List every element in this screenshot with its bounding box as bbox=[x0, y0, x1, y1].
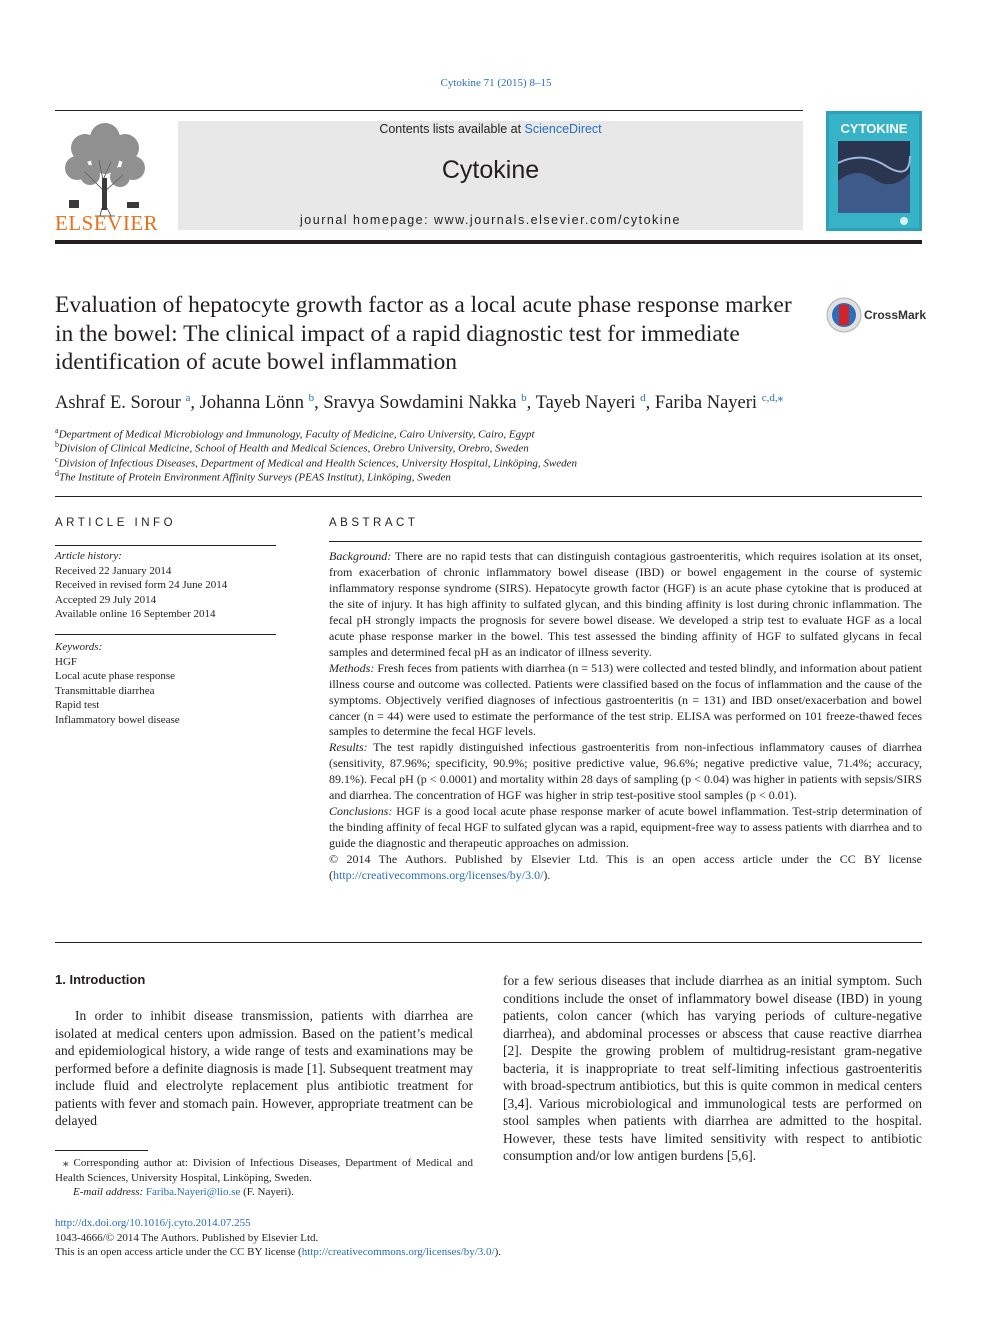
abstract-conclusions: Conclusions: HGF is a good local acute phase response marker of acute bowel inflammation. Test-strip determination of the binding affinity of fecal HGF to sulfated glycan was a rapid, equipment-free way to assess patients with diarrhea and to guide the diagnostic and therapeutic approaches on admission. bbox=[329, 804, 923, 851]
cover-title: CYTOKINE bbox=[840, 121, 908, 136]
contents-line: Contents lists available at ScienceDirect bbox=[379, 122, 602, 136]
footer-license-link[interactable]: http://creativecommons.org/licenses/by/3.0/ bbox=[301, 1246, 495, 1258]
abstract-end-rule bbox=[55, 942, 922, 943]
intro-right-column bbox=[503, 972, 922, 1165]
abstract-background: Background: There are no rapid tests that can distinguish contagious gastroenteritis, which requires isolation at its onset, from exacerbation of chronic inflammatory bowel disease (IBD) or bowel engagement in the course of systemic inflammatory response syndrome (SIRS). Hepatocyte growth factor (HGF) is an acute phase cytokine that is produced at the site of injury. It has high affinity to sulfated glycan, and this binding affinity is lost during chronic inflammation. The fecal pH strongly impacts the prognosis for severe bowel disease. We developed a strip test to evaluate HGF as a local acute phase response marker in the bowel. This test assessed the binding affinity of HGF to sulfated glycans in fecal samples and determined fecal pH as an indicator of illness severity. bbox=[329, 549, 922, 659]
affiliation: $^c$Division of Infectious Diseases, Department of Medical and Health Sciences, University Hospital, Linköping, Sweden bbox=[55, 455, 578, 470]
page-footer: http://dx.doi.org/10.1016/j.cyto.2014.07.255 1043-4666/© 2014 The Authors. Published by Elsevier Ltd. This is an open access article under the CC BY license (http://creativecommons.org/licenses/by/3.0/). bbox=[55, 1216, 922, 1260]
journal-homepage[interactable]: journal homepage: www.journals.elsevier.com/cytokine bbox=[300, 213, 681, 227]
intro-paragraph: In order to inhibit disease transmission, patients with diarrhea are isolated at medical centers upon admission. Based on the patient’s medical and epidemiological history, a wide range of tests and examinations may be performed before a definite diagnosis is made [1]. Subsequent treatment may include fluid and electrolyte replacement plus antibiotic treatment for patients with fever and stomach pain. However, appropriate treatment can be delayed bbox=[55, 1008, 473, 1128]
keyword: Transmittable diarrhea bbox=[55, 684, 155, 697]
history-item: Accepted 29 July 2014 bbox=[55, 593, 157, 606]
article-info-heading: ARTICLE INFO bbox=[55, 517, 177, 529]
author-list: Ashraf E. Sorour $^a$, Johanna Lönn $^b$, Sravya Sowdamini Nakka $^b$, Tayeb Nayeri $^d$, Fariba Nayeri $^{c,d,⁎}$ bbox=[55, 392, 784, 414]
affiliation: $^a$Department of Medical Microbiology and Immunology, Faculty of Medicine, Cairo University, Cairo, Egypt bbox=[55, 426, 535, 441]
journal-citation[interactable]: Cytokine 71 (2015) 8–15 bbox=[440, 77, 552, 89]
history-item: Received 22 January 2014 bbox=[55, 564, 172, 577]
abstract-results: Results: The test rapidly distinguished infectious gastroenteritis from non-infectious inflammatory causes of diarrhea (sensitivity, 87.96%; specificity, 90.9%; positive predictive value, 96.6%; negative predictive value, 71.4%; accuracy, 89.1%). Fecal pH (p < 0.0001) and mortality within 28 days of sampling (p < 0.04) was higher in patients with sepsis/SIRS and diarrhea. The concentration of HGF was higher in strip test-positive stool samples (p < 0.01). bbox=[329, 740, 922, 803]
keywords-heading: Keywords: bbox=[55, 641, 103, 653]
intro-left-column bbox=[55, 1007, 473, 1130]
elsevier-wordmark[interactable]: ELSEVIER bbox=[55, 211, 159, 235]
corresponding-footnote: ⁎ Corresponding author at: Division of Infectious Diseases, Department of Medical and Health Sciences, University Hospital, Linköping, Sweden. E-mail address: Fariba.Nayeri@lio.se (F. Nayeri). bbox=[55, 1157, 473, 1198]
intro-paragraph: for a few serious diseases that include diarrhea as an initial symptom. Such conditions include the onset of inflammatory bowel disease (IBD) in young patients, colon cancer (which has varying periods of culture-negative diarrhea), and abdominal processes or abscess that cause reactive diarrhea [2]. Despite the growing problem of multidrug-resistant gram-negative bacteria, it is inappropriate to treat self-limiting infectious gastroenteritis with broad-spectrum antibiotics, but this is quite common in medical centers [3,4]. Various microbiological and immunological tests are performed on stool samples when patients with diarrhea are admitted to the hospital. However, these tests have limited sensitivity with respect to antibiotic consumption and/or low antigen burdens [5,6]. bbox=[503, 973, 922, 1163]
author[interactable]: Fariba Nayeri $^{c,d,⁎}$ bbox=[654, 392, 784, 414]
abstract-rule bbox=[329, 541, 922, 542]
email-link[interactable]: Fariba.Nayeri@lio.se bbox=[145, 1186, 241, 1198]
license-link[interactable]: http://creativecommons.org/licenses/by/3.0/ bbox=[333, 868, 544, 883]
section-rule bbox=[55, 496, 922, 497]
journal-cover-image[interactable] bbox=[826, 111, 922, 231]
author[interactable]: Ashraf E. Sorour $^a$ bbox=[55, 392, 191, 414]
header-thick-rule bbox=[55, 240, 922, 244]
history-item: Received in revised form 24 June 2014 bbox=[55, 579, 228, 591]
author[interactable]: Sravya Sowdamini Nakka $^b$ bbox=[323, 392, 527, 414]
abstract-body bbox=[329, 549, 922, 884]
crossmark-label: CrossMark bbox=[864, 308, 927, 322]
keyword: HGF bbox=[55, 655, 78, 668]
keywords bbox=[55, 640, 276, 727]
abstract-copyright: © 2014 The Authors. Published by Elsevier Ltd. This is an open access article under the CC BY license (http://creativecommons.org/licenses/by/3.0/). bbox=[329, 852, 922, 883]
keyword: Inflammatory bowel disease bbox=[55, 713, 180, 726]
sciencedirect-link[interactable]: ScienceDirect bbox=[524, 122, 602, 136]
abstract-methods: Methods: Fresh feces from patients with diarrhea (n = 513) were collected and tested blindly, and information about patient illness course and outcome was collected. Patients were classified based on the focus of inflammation and the cause of the symptoms. Objectively verified diagnoses of infectious gastroenteritis (n = 131) and IBD onset/exacerbation and bowel cancer (n = 44) were used to estimate the performance of the test strip. ELISA was performed on 101 freeze-thawed feces samples to determine the fecal HGF levels. bbox=[329, 660, 922, 739]
crossmark-badge[interactable] bbox=[826, 297, 927, 333]
article-title: Evaluation of hepatocyte growth factor as a local acute phase response marker in the bowel: The clinical impact of a rapid diagnostic test for immediate identification of acute bowel inflammation bbox=[55, 292, 792, 375]
journal-name: Cytokine bbox=[441, 156, 540, 184]
info-rule bbox=[55, 545, 276, 546]
author[interactable]: Johanna Lönn $^b$ bbox=[199, 392, 315, 414]
section-heading: 1. Introduction bbox=[55, 972, 146, 987]
keyword: Rapid test bbox=[55, 699, 100, 711]
affiliation: $^b$Division of Clinical Medicine, School of Health and Medical Sciences, Orebro University, Orebro, Sweden bbox=[55, 440, 529, 455]
affiliation: $^d$The Institute of Protein Environment Affinity Surveys (PEAS Institut), Linköping, Sweden bbox=[55, 469, 451, 484]
abstract-heading: ABSTRACT bbox=[329, 517, 419, 529]
header-rule bbox=[55, 110, 803, 111]
info-rule bbox=[55, 634, 276, 635]
article-history bbox=[55, 549, 276, 622]
history-item: Available online 16 September 2014 bbox=[55, 608, 216, 620]
footnote-rule bbox=[55, 1150, 148, 1151]
history-heading: Article history: bbox=[55, 550, 122, 562]
keyword: Local acute phase response bbox=[55, 670, 176, 682]
crossmark-icon bbox=[826, 297, 862, 333]
doi-link[interactable]: http://dx.doi.org/10.1016/j.cyto.2014.07.255 bbox=[55, 1217, 251, 1229]
issn-line: 1043-4666/© 2014 The Authors. Published by Elsevier Ltd. bbox=[55, 1231, 319, 1244]
author[interactable]: Tayeb Nayeri $^d$ bbox=[535, 392, 646, 414]
